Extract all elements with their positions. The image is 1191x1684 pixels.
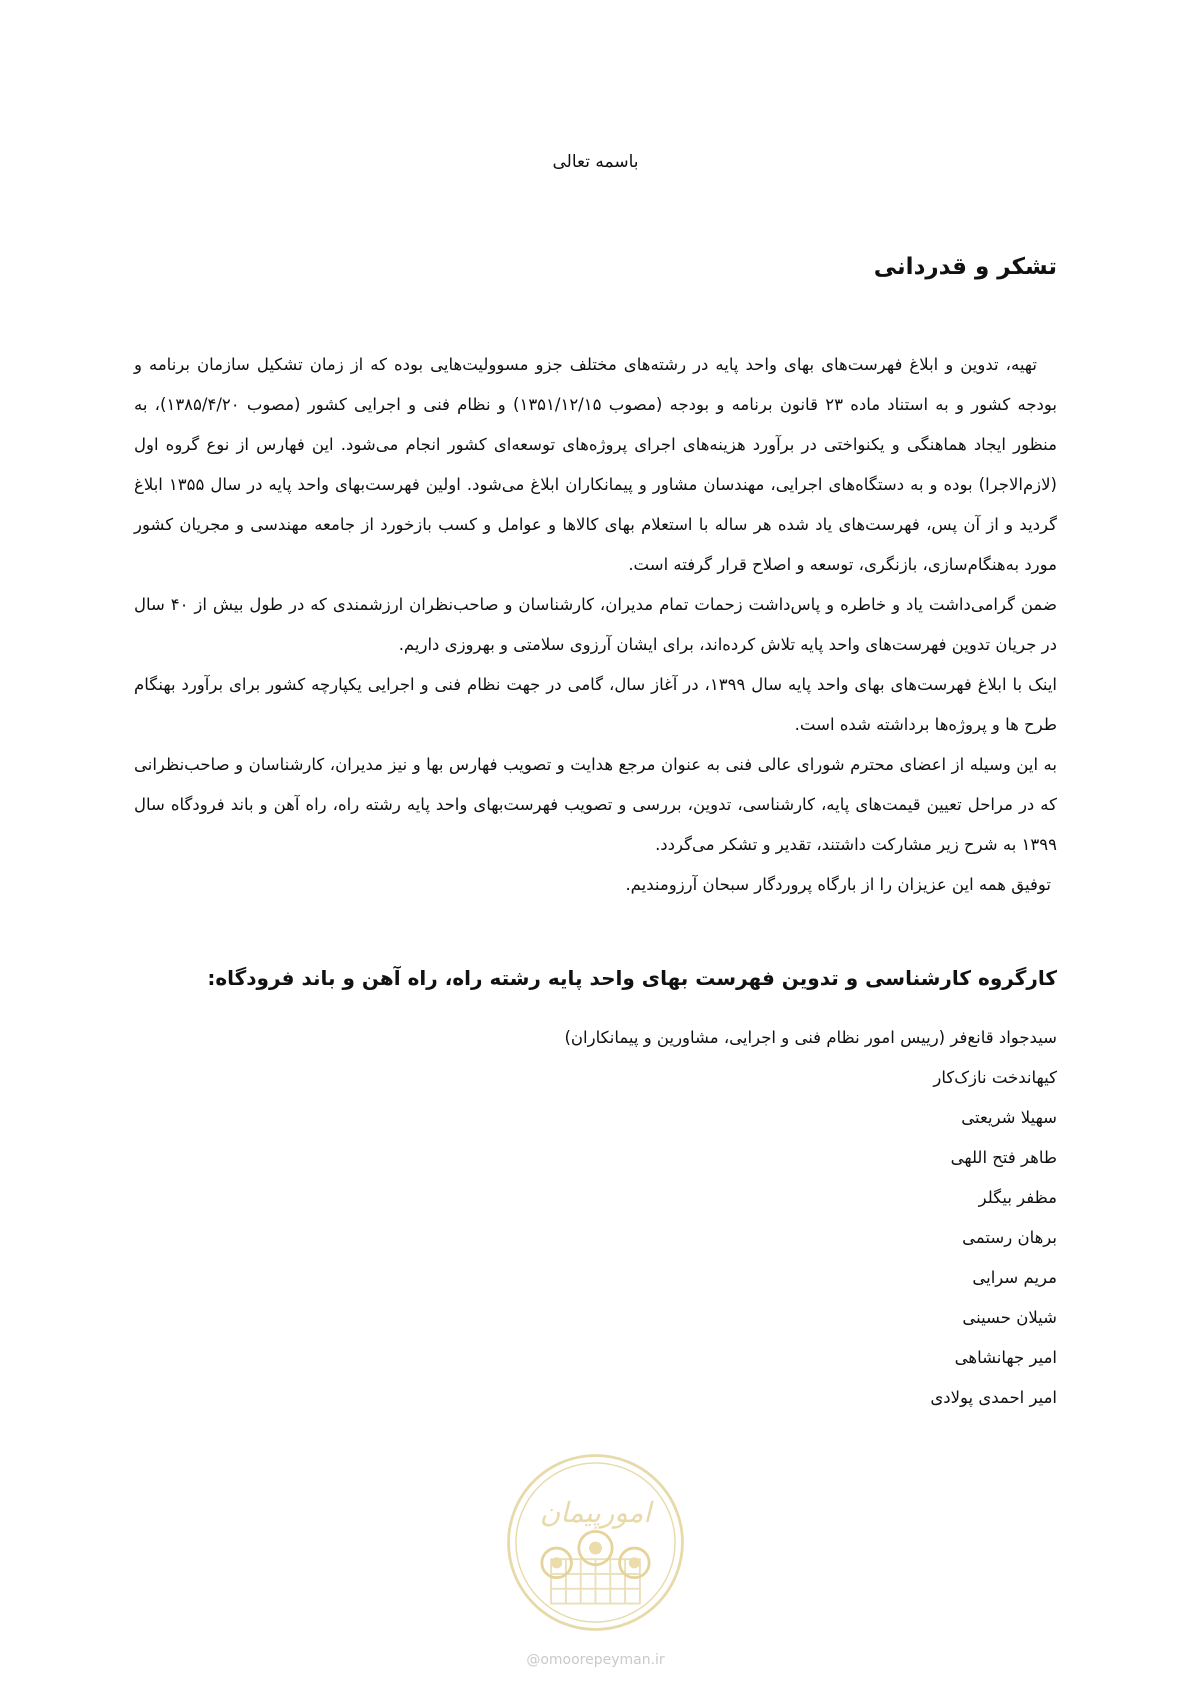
- acknowledgement-body: [134, 345, 1057, 905]
- list-item: امیر جهانشاهی: [954, 1348, 1057, 1367]
- seal-logo-text: امورپیمان: [539, 1496, 652, 1530]
- list-item: سیدجواد قانع‌فر (رییس امور نظام فنی و اجرایی، مشاورین و پیمانکاران): [564, 1028, 1057, 1047]
- watermark-seal-icon: [503, 1450, 688, 1635]
- paragraph-gratitude: ضمن گرامی‌داشت یاد و خاطره و پاس‌داشت زحمات تمام مدیران، کارشناسان و صاحب‌نظران ارزشمندی که در طول بیش از ۴۰ سال در جریان تدوین فهرست‌های واحد پایه تلاش کرده‌اند، برای ایشان آرزوی سلامتی و بهروزی داریم.: [134, 595, 1057, 654]
- members-list: [134, 1018, 1057, 1418]
- list-item: طاهر فتح اللهی: [950, 1148, 1057, 1167]
- list-item: امیر احمدی پولادی: [930, 1388, 1057, 1407]
- paragraph-announcement: اینک با ابلاغ فهرست‌های بهای واحد پایه سال ۱۳۹۹، در آغاز سال، گامی در جهت نظام فنی و اجرایی یکپارچه کشور برای برآورد بهنگام طرح ها و پروژه‌ها برداشته شده است.: [134, 675, 1058, 734]
- paragraph-history: تهیه، تدوین و ابلاغ فهرست‌های بهای واحد پایه در رشته‌های مختلف جزو مسوولیت‌هایی بوده که از زمان تشکیل سازمان برنامه و بودجه کشور و به استناد ماده ۲۳ قانون برنامه و بودجه (مصوب ۱۳۵۱/۱۲/۱۵) و نظام فنی و اجرایی کشور (مصوب ۱۳۸۵/۴/۲۰)، به منظور ایجاد هماهنگی و یکنواختی در برآورد هزینه‌های اجرای پروژه‌های توسعه‌ای کشور انجام می‌شود. این فهارس از نوع گروه اول (لازم‌الاجرا) بوده و به دستگاه‌های اجرایی، مهندسان مشاور و پیمانکاران ابلاغ می‌شود. اولین فهرست‌بهای واحد پایه در سال ۱۳۵۵ ابلاغ گردید و از آن پس، فهرست‌های یاد شده هر ساله با استعلام بهای کالاها و عوامل و کسب بازخورد از جامعه مهندسی و مجریان کشور مورد به‌هنگام‌سازی، بازنگری، توسعه و اصلاح قرار گرفته است.: [134, 355, 1057, 574]
- page-header-title: باسمه تعالی: [552, 152, 639, 172]
- list-item: مریم سرایی: [972, 1268, 1057, 1287]
- list-item: شیلان حسینی: [962, 1308, 1057, 1327]
- list-item: سهیلا شریعتی: [961, 1108, 1057, 1127]
- acknowledgement-heading: تشکر و قدردانی: [873, 254, 1057, 280]
- paragraph-thanks: به این وسیله از اعضای محترم شورای عالی فنی به عنوان مرجع هدایت و تصویب فهارس بها و نیز مدیران، کارشناسان و صاحب‌نظرانی که در مراحل تعیین قیمت‌های پایه، کارشناسی، تدوین، بررسی و تصویب فهرست‌بهای واحد پایه رشته راه، راه آهن و باند فرودگاه سال ۱۳۹۹ به شرح زیر مشارکت داشتند، تقدیر و تشکر می‌گردد.: [134, 755, 1057, 854]
- working-group-heading: کارگروه کارشناسی و تدوین فهرست بهای واحد پایه رشته راه، راه آهن و باند فرودگاه:: [207, 966, 1057, 990]
- list-item: برهان رستمی: [962, 1228, 1057, 1247]
- list-item: کیهاندخت نازک‌کار: [933, 1068, 1057, 1087]
- list-item: مظفر بیگلر: [978, 1188, 1057, 1207]
- watermark-handle: @omoorepeyman.ir: [526, 1652, 665, 1668]
- paragraph-closing: توفیق همه این عزیزان را از بارگاه پروردگار سبحان آرزومندیم.: [625, 875, 1051, 894]
